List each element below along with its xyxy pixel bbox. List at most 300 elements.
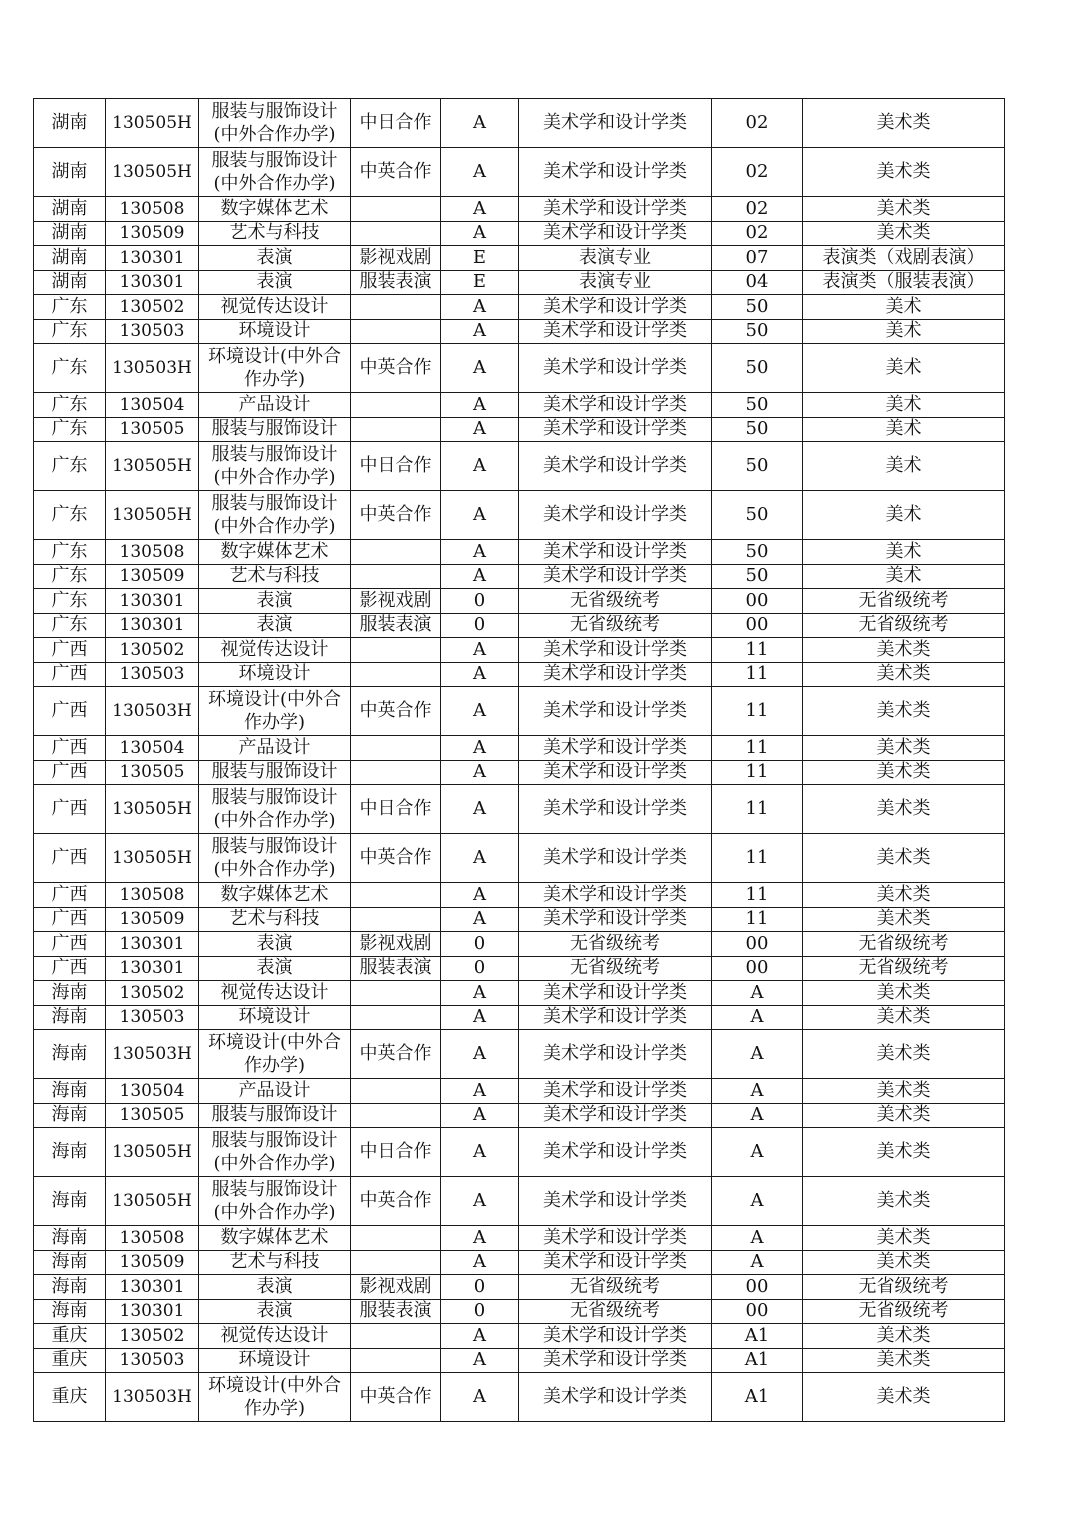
cell-category-code: 50 bbox=[712, 564, 803, 589]
cell-category-name: 美术 bbox=[803, 540, 1005, 565]
cell-category-code: 02 bbox=[712, 99, 803, 148]
cell-category-code: A1 bbox=[712, 1324, 803, 1349]
cell-cooperation-note: 服装表演 bbox=[351, 613, 441, 638]
cell-category-code: 11 bbox=[712, 638, 803, 663]
cell-category-name: 美术 bbox=[803, 564, 1005, 589]
table-row bbox=[34, 148, 1005, 197]
table-row bbox=[34, 956, 1005, 981]
cell-major-name: 数字媒体艺术 bbox=[199, 1226, 351, 1251]
cell-exam-code: A bbox=[441, 442, 519, 491]
cell-exam-code: A bbox=[441, 834, 519, 883]
cell-category-code: 50 bbox=[712, 491, 803, 540]
cell-exam-code: A bbox=[441, 1177, 519, 1226]
cell-major-name: 环境设计 bbox=[199, 319, 351, 344]
table-row bbox=[34, 1373, 1005, 1422]
cell-category-name: 美术类 bbox=[803, 1250, 1005, 1275]
cell-category-name: 美术 bbox=[803, 491, 1005, 540]
cell-cooperation-note: 服装表演 bbox=[351, 956, 441, 981]
cell-exam-code: A bbox=[441, 638, 519, 663]
cell-category-code: 50 bbox=[712, 442, 803, 491]
cell-province: 湖南 bbox=[34, 197, 106, 222]
cell-exam-code: A bbox=[441, 148, 519, 197]
cell-exam-category: 美术学和设计学类 bbox=[519, 638, 712, 663]
cell-major-name: 环境设计(中外合作办学) bbox=[199, 344, 351, 393]
cell-cooperation-note: 中日合作 bbox=[351, 442, 441, 491]
cell-cooperation-note: 影视戏剧 bbox=[351, 246, 441, 271]
cell-major-code: 130505 bbox=[106, 1103, 199, 1128]
cell-major-name: 数字媒体艺术 bbox=[199, 883, 351, 908]
cell-exam-category: 美术学和设计学类 bbox=[519, 1177, 712, 1226]
cell-cooperation-note bbox=[351, 393, 441, 418]
cell-major-code: 130505 bbox=[106, 417, 199, 442]
cell-major-name: 视觉传达设计 bbox=[199, 638, 351, 663]
cell-exam-code: A bbox=[441, 319, 519, 344]
cell-major-code: 130505 bbox=[106, 760, 199, 785]
cell-exam-category: 美术学和设计学类 bbox=[519, 834, 712, 883]
cell-cooperation-note bbox=[351, 1324, 441, 1349]
cell-exam-category: 无省级统考 bbox=[519, 589, 712, 614]
cell-province: 广西 bbox=[34, 760, 106, 785]
table-row bbox=[34, 99, 1005, 148]
cell-exam-category: 美术学和设计学类 bbox=[519, 785, 712, 834]
cell-major-code: 130503 bbox=[106, 1348, 199, 1373]
cell-major-name: 视觉传达设计 bbox=[199, 1324, 351, 1349]
cell-province: 广西 bbox=[34, 956, 106, 981]
cell-province: 重庆 bbox=[34, 1373, 106, 1422]
table-row bbox=[34, 613, 1005, 638]
cell-exam-category: 美术学和设计学类 bbox=[519, 1079, 712, 1104]
table-row bbox=[34, 736, 1005, 761]
cell-category-name: 美术类 bbox=[803, 1348, 1005, 1373]
cell-category-name: 美术类 bbox=[803, 785, 1005, 834]
admissions-table bbox=[33, 98, 1005, 1422]
cell-major-name: 服装与服饰设计(中外合作办学) bbox=[199, 491, 351, 540]
cell-major-code: 130503 bbox=[106, 319, 199, 344]
cell-exam-category: 美术学和设计学类 bbox=[519, 1373, 712, 1422]
cell-province: 重庆 bbox=[34, 1324, 106, 1349]
cell-major-name: 表演 bbox=[199, 932, 351, 957]
cell-major-name: 表演 bbox=[199, 1275, 351, 1300]
cell-major-name: 表演 bbox=[199, 1299, 351, 1324]
cell-major-code: 130301 bbox=[106, 270, 199, 295]
cell-province: 广东 bbox=[34, 442, 106, 491]
table-row bbox=[34, 1275, 1005, 1300]
cell-category-code: 00 bbox=[712, 956, 803, 981]
cell-exam-category: 无省级统考 bbox=[519, 956, 712, 981]
cell-cooperation-note bbox=[351, 981, 441, 1006]
cell-category-name: 无省级统考 bbox=[803, 613, 1005, 638]
cell-major-code: 130502 bbox=[106, 295, 199, 320]
cell-category-code: A bbox=[712, 1226, 803, 1251]
cell-category-code: 02 bbox=[712, 148, 803, 197]
cell-major-code: 130504 bbox=[106, 1079, 199, 1104]
cell-major-name: 艺术与科技 bbox=[199, 221, 351, 246]
cell-exam-category: 美术学和设计学类 bbox=[519, 1250, 712, 1275]
cell-province: 海南 bbox=[34, 1079, 106, 1104]
cell-cooperation-note: 服装表演 bbox=[351, 1299, 441, 1324]
table-row bbox=[34, 1226, 1005, 1251]
table-row bbox=[34, 393, 1005, 418]
cell-exam-code: A bbox=[441, 981, 519, 1006]
cell-exam-code: A bbox=[441, 883, 519, 908]
cell-major-name: 环境设计 bbox=[199, 1348, 351, 1373]
cell-exam-category: 美术学和设计学类 bbox=[519, 760, 712, 785]
cell-category-code: A bbox=[712, 1250, 803, 1275]
cell-major-code: 130508 bbox=[106, 197, 199, 222]
cell-category-name: 美术 bbox=[803, 295, 1005, 320]
table-row bbox=[34, 1177, 1005, 1226]
cell-exam-category: 美术学和设计学类 bbox=[519, 393, 712, 418]
cell-category-code: 50 bbox=[712, 393, 803, 418]
cell-cooperation-note: 中英合作 bbox=[351, 1177, 441, 1226]
cell-major-code: 130503 bbox=[106, 1005, 199, 1030]
cell-exam-category: 无省级统考 bbox=[519, 932, 712, 957]
cell-exam-category: 美术学和设计学类 bbox=[519, 1324, 712, 1349]
cell-province: 湖南 bbox=[34, 270, 106, 295]
table-row bbox=[34, 295, 1005, 320]
cell-cooperation-note: 中英合作 bbox=[351, 344, 441, 393]
cell-cooperation-note bbox=[351, 1103, 441, 1128]
table-row bbox=[34, 417, 1005, 442]
cell-province: 广东 bbox=[34, 540, 106, 565]
cell-cooperation-note bbox=[351, 417, 441, 442]
table-row bbox=[34, 638, 1005, 663]
cell-cooperation-note bbox=[351, 760, 441, 785]
cell-exam-category: 美术学和设计学类 bbox=[519, 417, 712, 442]
table-row bbox=[34, 1324, 1005, 1349]
cell-exam-category: 美术学和设计学类 bbox=[519, 564, 712, 589]
cell-major-code: 130503H bbox=[106, 1373, 199, 1422]
cell-exam-code: A bbox=[441, 1373, 519, 1422]
cell-province: 海南 bbox=[34, 1250, 106, 1275]
cell-category-code: 11 bbox=[712, 907, 803, 932]
cell-major-code: 130505H bbox=[106, 1177, 199, 1226]
cell-exam-code: A bbox=[441, 393, 519, 418]
cell-exam-category: 美术学和设计学类 bbox=[519, 662, 712, 687]
cell-major-code: 130301 bbox=[106, 956, 199, 981]
cell-province: 广西 bbox=[34, 687, 106, 736]
cell-major-code: 130502 bbox=[106, 981, 199, 1006]
cell-cooperation-note bbox=[351, 197, 441, 222]
cell-exam-code: 0 bbox=[441, 956, 519, 981]
cell-province: 广东 bbox=[34, 393, 106, 418]
cell-province: 湖南 bbox=[34, 221, 106, 246]
cell-exam-code: A bbox=[441, 1079, 519, 1104]
cell-category-name: 美术类 bbox=[803, 662, 1005, 687]
cell-major-name: 服装与服饰设计(中外合作办学) bbox=[199, 99, 351, 148]
cell-cooperation-note bbox=[351, 1005, 441, 1030]
cell-category-name: 表演类（服装表演） bbox=[803, 270, 1005, 295]
cell-category-name: 美术类 bbox=[803, 1005, 1005, 1030]
table-row bbox=[34, 883, 1005, 908]
cell-category-code: 00 bbox=[712, 613, 803, 638]
cell-exam-code: 0 bbox=[441, 613, 519, 638]
cell-major-name: 视觉传达设计 bbox=[199, 295, 351, 320]
cell-category-code: A bbox=[712, 1030, 803, 1079]
cell-province: 海南 bbox=[34, 1299, 106, 1324]
cell-exam-category: 美术学和设计学类 bbox=[519, 1030, 712, 1079]
cell-major-code: 130505H bbox=[106, 442, 199, 491]
cell-exam-code: A bbox=[441, 197, 519, 222]
cell-major-code: 130505H bbox=[106, 491, 199, 540]
cell-category-name: 美术类 bbox=[803, 981, 1005, 1006]
cell-exam-code: A bbox=[441, 417, 519, 442]
cell-cooperation-note bbox=[351, 540, 441, 565]
cell-category-code: 50 bbox=[712, 344, 803, 393]
table-row bbox=[34, 834, 1005, 883]
cell-major-name: 表演 bbox=[199, 956, 351, 981]
cell-major-name: 环境设计 bbox=[199, 1005, 351, 1030]
cell-exam-category: 表演专业 bbox=[519, 246, 712, 271]
cell-cooperation-note bbox=[351, 295, 441, 320]
cell-exam-code: A bbox=[441, 760, 519, 785]
cell-province: 湖南 bbox=[34, 148, 106, 197]
cell-cooperation-note: 中英合作 bbox=[351, 148, 441, 197]
table-row bbox=[34, 932, 1005, 957]
cell-major-name: 数字媒体艺术 bbox=[199, 197, 351, 222]
cell-category-name: 表演类（戏剧表演） bbox=[803, 246, 1005, 271]
cell-major-name: 环境设计(中外合作办学) bbox=[199, 1030, 351, 1079]
cell-category-name: 无省级统考 bbox=[803, 589, 1005, 614]
table-row bbox=[34, 785, 1005, 834]
cell-major-name: 环境设计 bbox=[199, 662, 351, 687]
table-row bbox=[34, 589, 1005, 614]
cell-province: 广东 bbox=[34, 295, 106, 320]
cell-cooperation-note bbox=[351, 638, 441, 663]
cell-province: 海南 bbox=[34, 1226, 106, 1251]
cell-major-code: 130505H bbox=[106, 834, 199, 883]
cell-exam-category: 美术学和设计学类 bbox=[519, 221, 712, 246]
cell-category-code: 11 bbox=[712, 834, 803, 883]
cell-province: 广东 bbox=[34, 613, 106, 638]
cell-exam-category: 美术学和设计学类 bbox=[519, 1103, 712, 1128]
cell-major-code: 130301 bbox=[106, 613, 199, 638]
cell-major-name: 环境设计(中外合作办学) bbox=[199, 687, 351, 736]
cell-exam-code: 0 bbox=[441, 1299, 519, 1324]
cell-category-code: 50 bbox=[712, 319, 803, 344]
cell-exam-category: 美术学和设计学类 bbox=[519, 491, 712, 540]
table-row bbox=[34, 1005, 1005, 1030]
cell-major-code: 130504 bbox=[106, 736, 199, 761]
cell-category-name: 美术类 bbox=[803, 907, 1005, 932]
cell-exam-code: 0 bbox=[441, 589, 519, 614]
cell-category-name: 美术类 bbox=[803, 1226, 1005, 1251]
cell-major-code: 130509 bbox=[106, 907, 199, 932]
cell-cooperation-note bbox=[351, 1226, 441, 1251]
cell-category-name: 美术类 bbox=[803, 736, 1005, 761]
cell-major-name: 服装与服饰设计 bbox=[199, 760, 351, 785]
cell-category-name: 美术 bbox=[803, 442, 1005, 491]
cell-category-name: 美术类 bbox=[803, 1128, 1005, 1177]
cell-cooperation-note: 影视戏剧 bbox=[351, 589, 441, 614]
cell-cooperation-note bbox=[351, 564, 441, 589]
cell-exam-code: A bbox=[441, 736, 519, 761]
cell-exam-code: A bbox=[441, 221, 519, 246]
table-row bbox=[34, 662, 1005, 687]
cell-major-code: 130505H bbox=[106, 148, 199, 197]
table-row bbox=[34, 197, 1005, 222]
cell-major-code: 130502 bbox=[106, 638, 199, 663]
cell-major-name: 服装与服饰设计 bbox=[199, 1103, 351, 1128]
cell-cooperation-note bbox=[351, 883, 441, 908]
cell-category-code: 04 bbox=[712, 270, 803, 295]
cell-province: 海南 bbox=[34, 981, 106, 1006]
cell-cooperation-note bbox=[351, 221, 441, 246]
cell-category-name: 美术类 bbox=[803, 1030, 1005, 1079]
cell-category-name: 无省级统考 bbox=[803, 1275, 1005, 1300]
cell-exam-category: 美术学和设计学类 bbox=[519, 736, 712, 761]
cell-major-code: 130505H bbox=[106, 1128, 199, 1177]
cell-major-name: 艺术与科技 bbox=[199, 564, 351, 589]
cell-category-code: 02 bbox=[712, 197, 803, 222]
cell-category-code: 50 bbox=[712, 540, 803, 565]
cell-category-code: A bbox=[712, 1079, 803, 1104]
cell-exam-code: E bbox=[441, 246, 519, 271]
cell-major-name: 数字媒体艺术 bbox=[199, 540, 351, 565]
cell-province: 海南 bbox=[34, 1275, 106, 1300]
cell-category-code: 11 bbox=[712, 785, 803, 834]
cell-exam-code: A bbox=[441, 99, 519, 148]
table-row bbox=[34, 564, 1005, 589]
cell-exam-category: 美术学和设计学类 bbox=[519, 907, 712, 932]
cell-category-code: A1 bbox=[712, 1373, 803, 1422]
cell-exam-code: A bbox=[441, 540, 519, 565]
cell-cooperation-note: 中日合作 bbox=[351, 785, 441, 834]
table-row bbox=[34, 1030, 1005, 1079]
table-row bbox=[34, 1079, 1005, 1104]
cell-exam-category: 美术学和设计学类 bbox=[519, 197, 712, 222]
table-row bbox=[34, 981, 1005, 1006]
cell-category-code: 07 bbox=[712, 246, 803, 271]
cell-exam-code: A bbox=[441, 1250, 519, 1275]
cell-major-code: 130509 bbox=[106, 1250, 199, 1275]
cell-major-code: 130301 bbox=[106, 932, 199, 957]
table-row bbox=[34, 1299, 1005, 1324]
cell-exam-code: 0 bbox=[441, 932, 519, 957]
cell-province: 广东 bbox=[34, 589, 106, 614]
cell-category-name: 美术 bbox=[803, 344, 1005, 393]
cell-major-name: 服装与服饰设计(中外合作办学) bbox=[199, 834, 351, 883]
cell-major-name: 产品设计 bbox=[199, 736, 351, 761]
cell-major-code: 130502 bbox=[106, 1324, 199, 1349]
cell-category-name: 美术类 bbox=[803, 148, 1005, 197]
cell-province: 海南 bbox=[34, 1005, 106, 1030]
cell-exam-category: 美术学和设计学类 bbox=[519, 442, 712, 491]
cell-exam-category: 无省级统考 bbox=[519, 1275, 712, 1300]
cell-category-code: A1 bbox=[712, 1348, 803, 1373]
cell-major-name: 服装与服饰设计 bbox=[199, 417, 351, 442]
cell-major-name: 服装与服饰设计(中外合作办学) bbox=[199, 785, 351, 834]
cell-cooperation-note bbox=[351, 1250, 441, 1275]
cell-category-name: 无省级统考 bbox=[803, 1299, 1005, 1324]
cell-major-name: 环境设计(中外合作办学) bbox=[199, 1373, 351, 1422]
cell-major-code: 130505H bbox=[106, 99, 199, 148]
table-body bbox=[34, 99, 1005, 1422]
cell-major-code: 130508 bbox=[106, 540, 199, 565]
cell-exam-category: 美术学和设计学类 bbox=[519, 1005, 712, 1030]
cell-major-code: 130503H bbox=[106, 1030, 199, 1079]
cell-cooperation-note bbox=[351, 907, 441, 932]
cell-major-code: 130503H bbox=[106, 344, 199, 393]
cell-major-code: 130301 bbox=[106, 589, 199, 614]
cell-category-code: A bbox=[712, 1177, 803, 1226]
cell-exam-code: A bbox=[441, 907, 519, 932]
cell-cooperation-note bbox=[351, 1348, 441, 1373]
cell-category-name: 美术类 bbox=[803, 1079, 1005, 1104]
cell-province: 广东 bbox=[34, 417, 106, 442]
cell-province: 海南 bbox=[34, 1128, 106, 1177]
cell-category-name: 美术类 bbox=[803, 834, 1005, 883]
cell-exam-category: 无省级统考 bbox=[519, 613, 712, 638]
cell-category-name: 无省级统考 bbox=[803, 932, 1005, 957]
cell-cooperation-note: 中英合作 bbox=[351, 687, 441, 736]
cell-major-code: 130509 bbox=[106, 221, 199, 246]
cell-major-code: 130509 bbox=[106, 564, 199, 589]
cell-category-code: A bbox=[712, 981, 803, 1006]
cell-category-code: 00 bbox=[712, 589, 803, 614]
cell-category-code: 00 bbox=[712, 1275, 803, 1300]
cell-major-code: 130301 bbox=[106, 1275, 199, 1300]
cell-exam-code: A bbox=[441, 785, 519, 834]
cell-province: 广东 bbox=[34, 491, 106, 540]
cell-exam-category: 美术学和设计学类 bbox=[519, 1226, 712, 1251]
cell-cooperation-note: 中英合作 bbox=[351, 1030, 441, 1079]
cell-province: 广东 bbox=[34, 344, 106, 393]
cell-exam-code: A bbox=[441, 491, 519, 540]
cell-cooperation-note bbox=[351, 736, 441, 761]
cell-major-code: 130301 bbox=[106, 1299, 199, 1324]
cell-province: 广西 bbox=[34, 907, 106, 932]
cell-category-name: 美术 bbox=[803, 417, 1005, 442]
cell-category-code: 11 bbox=[712, 687, 803, 736]
cell-province: 海南 bbox=[34, 1103, 106, 1128]
cell-cooperation-note: 中英合作 bbox=[351, 834, 441, 883]
cell-category-code: A bbox=[712, 1005, 803, 1030]
cell-major-name: 表演 bbox=[199, 270, 351, 295]
cell-exam-category: 无省级统考 bbox=[519, 1299, 712, 1324]
table-row bbox=[34, 319, 1005, 344]
cell-exam-code: A bbox=[441, 687, 519, 736]
cell-exam-code: A bbox=[441, 564, 519, 589]
cell-category-code: 11 bbox=[712, 883, 803, 908]
table-row bbox=[34, 1128, 1005, 1177]
cell-province: 广西 bbox=[34, 785, 106, 834]
cell-exam-category: 美术学和设计学类 bbox=[519, 540, 712, 565]
cell-major-name: 服装与服饰设计(中外合作办学) bbox=[199, 442, 351, 491]
cell-exam-category: 美术学和设计学类 bbox=[519, 99, 712, 148]
cell-category-code: 11 bbox=[712, 760, 803, 785]
cell-province: 广西 bbox=[34, 662, 106, 687]
cell-exam-code: A bbox=[441, 1324, 519, 1349]
cell-exam-code: 0 bbox=[441, 1275, 519, 1300]
cell-major-name: 产品设计 bbox=[199, 393, 351, 418]
cell-category-name: 美术类 bbox=[803, 197, 1005, 222]
cell-province: 海南 bbox=[34, 1177, 106, 1226]
cell-exam-code: A bbox=[441, 1128, 519, 1177]
cell-major-name: 表演 bbox=[199, 246, 351, 271]
table-row bbox=[34, 344, 1005, 393]
cell-province: 广西 bbox=[34, 932, 106, 957]
cell-category-name: 美术类 bbox=[803, 1373, 1005, 1422]
cell-category-name: 无省级统考 bbox=[803, 956, 1005, 981]
cell-exam-code: A bbox=[441, 1103, 519, 1128]
table-row bbox=[34, 1348, 1005, 1373]
cell-province: 广西 bbox=[34, 834, 106, 883]
cell-category-name: 美术类 bbox=[803, 760, 1005, 785]
cell-major-name: 艺术与科技 bbox=[199, 1250, 351, 1275]
cell-exam-code: A bbox=[441, 1226, 519, 1251]
table-row bbox=[34, 246, 1005, 271]
